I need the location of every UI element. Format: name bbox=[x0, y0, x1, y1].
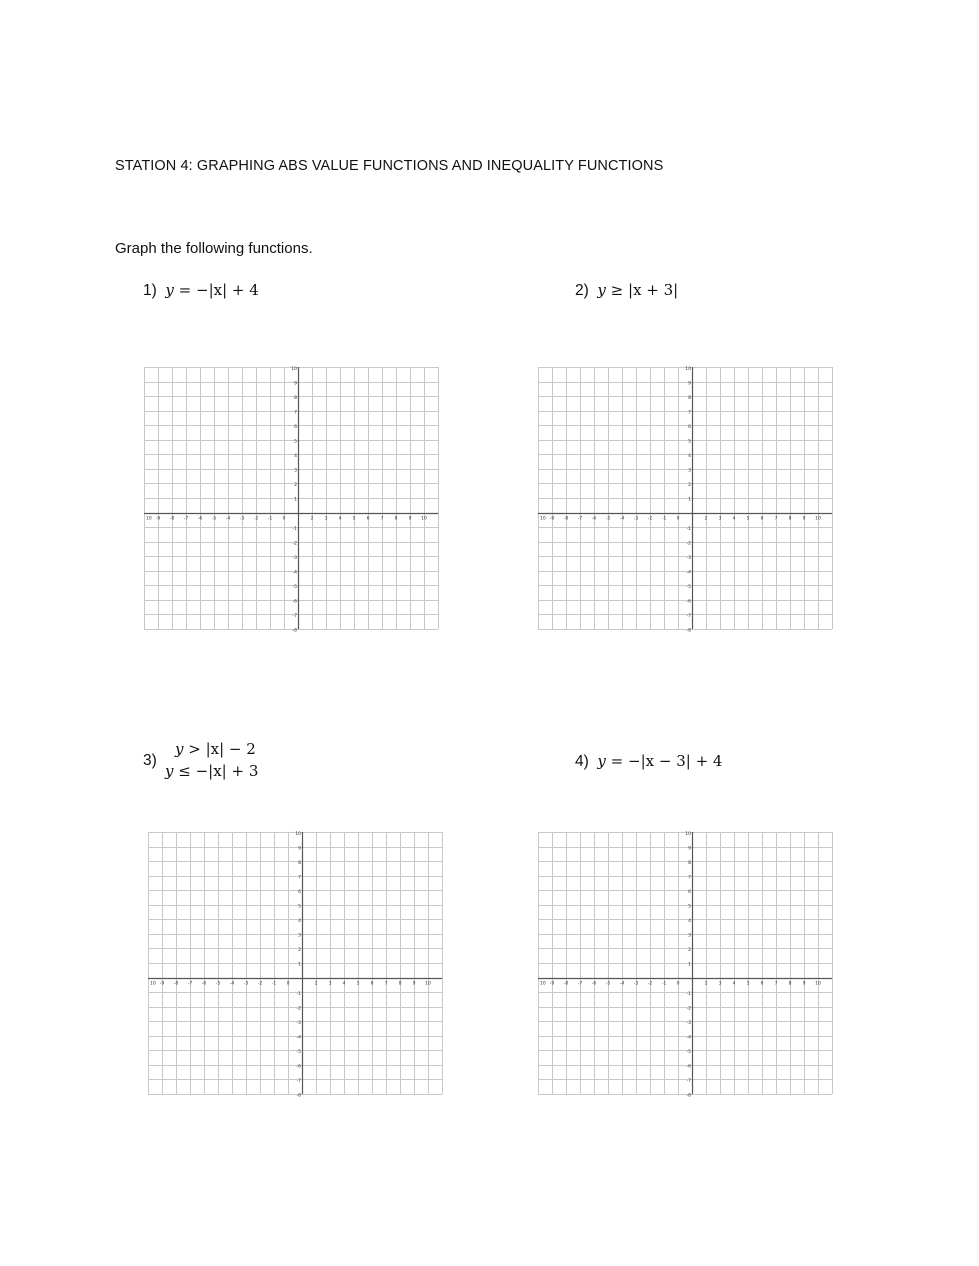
y-tick-label: 4 bbox=[298, 919, 301, 925]
y-tick-label: -8 bbox=[686, 1093, 691, 1099]
y-tick-label: 8 bbox=[298, 860, 301, 866]
y-tick-label: -4 bbox=[686, 1035, 691, 1041]
y-tick-label: -1 bbox=[686, 526, 691, 532]
x-tick-label: -6 bbox=[201, 981, 207, 987]
y-tick-label: -3 bbox=[296, 1020, 301, 1026]
y-tick-label: 3 bbox=[688, 468, 691, 474]
y-tick-label: 5 bbox=[688, 904, 691, 910]
x-tick-label: 7 bbox=[774, 516, 778, 522]
problem-4 bbox=[575, 752, 722, 771]
y-tick-label: 10 bbox=[295, 831, 301, 837]
y-tick-label: -1 bbox=[686, 991, 691, 997]
problem-1 bbox=[143, 281, 259, 300]
equation bbox=[597, 752, 722, 770]
x-tick-label: 6 bbox=[370, 981, 374, 987]
x-tick-label: 2 bbox=[310, 516, 314, 522]
x-tick-label: 3 bbox=[718, 516, 722, 522]
y-tick-label: -5 bbox=[296, 1050, 301, 1056]
y-tick-label: 9 bbox=[688, 846, 691, 852]
x-tick-label: 9 bbox=[412, 981, 416, 987]
y-tick-label: -8 bbox=[686, 628, 691, 634]
x-tick-label: -5 bbox=[215, 981, 221, 987]
x-tick-label: -5 bbox=[211, 516, 217, 522]
equation-lhs: y bbox=[597, 752, 606, 770]
equation-relation: = bbox=[605, 752, 629, 770]
y-tick-label: 2 bbox=[294, 483, 297, 489]
x-tick-label: -4 bbox=[619, 981, 625, 987]
equation-relation: ≤ bbox=[173, 762, 196, 780]
equation-rhs: −|x − 3| + 4 bbox=[628, 752, 723, 770]
x-tick-label: -2 bbox=[253, 516, 259, 522]
y-tick-label: 4 bbox=[294, 454, 297, 460]
x-tick-label: -3 bbox=[243, 981, 249, 987]
y-tick-label: 6 bbox=[294, 424, 297, 430]
y-tick-label: -2 bbox=[686, 541, 691, 547]
x-tick-label: -3 bbox=[633, 981, 639, 987]
y-tick-label: 5 bbox=[298, 904, 301, 910]
x-tick-label: -8 bbox=[173, 981, 179, 987]
x-tick-label: -8 bbox=[563, 516, 569, 522]
inequality bbox=[175, 740, 256, 758]
problem-3-number bbox=[143, 752, 157, 770]
x-tick-label: -3 bbox=[239, 516, 245, 522]
problem-number: 1) bbox=[143, 282, 157, 299]
y-tick-label: -2 bbox=[292, 541, 297, 547]
y-tick-label: 7 bbox=[298, 875, 301, 881]
x-tick-label: 6 bbox=[366, 516, 370, 522]
x-tick-label: 9 bbox=[408, 516, 412, 522]
x-tick-label: 8 bbox=[788, 516, 792, 522]
x-tick-label: 4 bbox=[342, 981, 346, 987]
y-tick-label: -7 bbox=[686, 614, 691, 620]
x-tick-label: 2 bbox=[704, 516, 708, 522]
x-tick-label: -3 bbox=[633, 516, 639, 522]
y-tick-label: 3 bbox=[688, 933, 691, 939]
x-tick-label: 0 bbox=[676, 516, 680, 522]
x-tick-label: 2 bbox=[704, 981, 708, 987]
y-tick-label: -4 bbox=[292, 570, 297, 576]
x-tick-label: 10 bbox=[815, 516, 821, 522]
x-tick-label: 10 bbox=[540, 981, 546, 987]
x-tick-label: 8 bbox=[398, 981, 402, 987]
x-tick-label: 0 bbox=[676, 981, 680, 987]
coordinate-grid-4[interactable] bbox=[538, 831, 832, 1099]
problem-number: 4) bbox=[575, 753, 589, 770]
x-tick-label: -8 bbox=[169, 516, 175, 522]
y-tick-label: 2 bbox=[298, 948, 301, 954]
equation-rhs: −|x| + 4 bbox=[196, 281, 259, 299]
equation bbox=[165, 281, 258, 299]
x-tick-label: 5 bbox=[746, 516, 750, 522]
x-tick-label: 3 bbox=[324, 516, 328, 522]
x-tick-label: -5 bbox=[605, 981, 611, 987]
x-tick-label: 5 bbox=[352, 516, 356, 522]
y-tick-label: 7 bbox=[688, 410, 691, 416]
y-tick-label: 6 bbox=[688, 889, 691, 895]
x-tick-label: -7 bbox=[577, 981, 583, 987]
equation-lhs: y bbox=[175, 740, 184, 758]
equation-relation: ≥ bbox=[605, 281, 629, 299]
y-tick-label: 4 bbox=[688, 454, 691, 460]
x-tick-label: 8 bbox=[394, 516, 398, 522]
x-tick-label: 3 bbox=[718, 981, 722, 987]
y-tick-label: -3 bbox=[686, 1020, 691, 1026]
x-tick-label: -4 bbox=[225, 516, 231, 522]
x-tick-label: 10 bbox=[150, 981, 156, 987]
y-tick-label: 10 bbox=[291, 366, 297, 372]
x-tick-label: -7 bbox=[187, 981, 193, 987]
y-tick-label: -4 bbox=[296, 1035, 301, 1041]
y-tick-label: -6 bbox=[686, 1064, 691, 1070]
y-tick-label: 3 bbox=[298, 933, 301, 939]
equation-rhs: −|x| + 3 bbox=[195, 762, 259, 780]
x-tick-label: -9 bbox=[155, 516, 161, 522]
equation-relation: > bbox=[183, 740, 206, 758]
x-tick-label: -7 bbox=[183, 516, 189, 522]
problem-number: 2) bbox=[575, 282, 589, 299]
x-tick-label: -1 bbox=[271, 981, 277, 987]
y-tick-label: 2 bbox=[688, 483, 691, 489]
y-tick-label: 1 bbox=[688, 962, 691, 968]
x-tick-label: -6 bbox=[197, 516, 203, 522]
y-tick-label: 2 bbox=[688, 948, 691, 954]
y-tick-label: 3 bbox=[294, 468, 297, 474]
y-tick-label: -7 bbox=[686, 1079, 691, 1085]
x-tick-label: -6 bbox=[591, 981, 597, 987]
y-tick-label: 4 bbox=[688, 919, 691, 925]
y-tick-label: 6 bbox=[688, 424, 691, 430]
y-tick-label: 7 bbox=[294, 410, 297, 416]
y-tick-label: -3 bbox=[292, 555, 297, 561]
x-tick-label: 3 bbox=[328, 981, 332, 987]
y-tick-label: -7 bbox=[292, 614, 297, 620]
x-tick-label: -4 bbox=[229, 981, 235, 987]
y-tick-label: 9 bbox=[298, 846, 301, 852]
x-tick-label: 10 bbox=[421, 516, 427, 522]
y-tick-label: 10 bbox=[685, 831, 691, 837]
x-tick-label: -6 bbox=[591, 516, 597, 522]
problem-3-line-1 bbox=[175, 740, 256, 759]
y-tick-label: -8 bbox=[296, 1093, 301, 1099]
x-tick-label: 8 bbox=[788, 981, 792, 987]
x-tick-label: -7 bbox=[577, 516, 583, 522]
x-tick-label: -1 bbox=[661, 981, 667, 987]
problem-number: 3) bbox=[143, 752, 157, 769]
problem-3-line-2 bbox=[165, 762, 258, 781]
y-tick-label: 7 bbox=[688, 875, 691, 881]
y-tick-label: 1 bbox=[688, 497, 691, 503]
x-tick-label: 7 bbox=[384, 981, 388, 987]
instructions: Graph the following functions. bbox=[115, 240, 313, 257]
x-tick-label: -1 bbox=[267, 516, 273, 522]
y-tick-label: -5 bbox=[686, 1050, 691, 1056]
y-tick-label: 1 bbox=[298, 962, 301, 968]
inequality bbox=[597, 281, 678, 299]
coordinate-grid-1[interactable] bbox=[144, 366, 438, 634]
x-tick-label: 10 bbox=[815, 981, 821, 987]
y-tick-label: -4 bbox=[686, 570, 691, 576]
y-tick-label: 8 bbox=[688, 395, 691, 401]
page-title: STATION 4: GRAPHING ABS VALUE FUNCTIONS AND INEQUALITY FUNCTIONS bbox=[115, 158, 664, 174]
x-tick-label: -2 bbox=[647, 981, 653, 987]
x-tick-label: 10 bbox=[425, 981, 431, 987]
y-tick-label: 8 bbox=[688, 860, 691, 866]
y-tick-label: -6 bbox=[292, 599, 297, 605]
y-tick-label: 10 bbox=[685, 366, 691, 372]
y-tick-label: -5 bbox=[292, 585, 297, 591]
y-tick-label: 5 bbox=[688, 439, 691, 445]
y-tick-label: -8 bbox=[292, 628, 297, 634]
equation-relation: = bbox=[173, 281, 197, 299]
x-tick-label: 10 bbox=[540, 516, 546, 522]
x-tick-label: -5 bbox=[605, 516, 611, 522]
x-tick-label: 4 bbox=[732, 981, 736, 987]
inequality bbox=[165, 762, 258, 780]
x-tick-label: -8 bbox=[563, 981, 569, 987]
x-tick-label: 7 bbox=[380, 516, 384, 522]
y-tick-label: -5 bbox=[686, 585, 691, 591]
x-tick-label: 5 bbox=[356, 981, 360, 987]
y-tick-label: -2 bbox=[686, 1006, 691, 1012]
x-tick-label: 2 bbox=[314, 981, 318, 987]
y-tick-label: -3 bbox=[686, 555, 691, 561]
x-tick-label: -2 bbox=[257, 981, 263, 987]
equation-lhs: y bbox=[165, 762, 174, 780]
x-tick-label: 0 bbox=[282, 516, 286, 522]
x-tick-label: 9 bbox=[802, 981, 806, 987]
y-tick-label: 8 bbox=[294, 395, 297, 401]
x-tick-label: 9 bbox=[802, 516, 806, 522]
y-tick-label: 5 bbox=[294, 439, 297, 445]
y-tick-label: -1 bbox=[296, 991, 301, 997]
equation-lhs: y bbox=[597, 281, 606, 299]
coordinate-grid-2[interactable] bbox=[538, 366, 832, 634]
y-tick-label: 6 bbox=[298, 889, 301, 895]
x-tick-label: -1 bbox=[661, 516, 667, 522]
x-tick-label: -4 bbox=[619, 516, 625, 522]
x-tick-label: 6 bbox=[760, 516, 764, 522]
x-tick-label: 0 bbox=[286, 981, 290, 987]
y-tick-label: 1 bbox=[294, 497, 297, 503]
problem-2 bbox=[575, 281, 678, 300]
x-tick-label: -2 bbox=[647, 516, 653, 522]
equation-lhs: y bbox=[165, 281, 174, 299]
x-tick-label: -9 bbox=[549, 516, 555, 522]
y-tick-label: -6 bbox=[296, 1064, 301, 1070]
equation-rhs: |x + 3| bbox=[628, 281, 679, 299]
x-tick-label: 10 bbox=[146, 516, 152, 522]
x-tick-label: -9 bbox=[549, 981, 555, 987]
x-tick-label: 7 bbox=[774, 981, 778, 987]
y-tick-label: -2 bbox=[296, 1006, 301, 1012]
coordinate-grid-3[interactable] bbox=[148, 831, 442, 1099]
y-tick-label: -1 bbox=[292, 526, 297, 532]
y-tick-label: -6 bbox=[686, 599, 691, 605]
x-tick-label: 5 bbox=[746, 981, 750, 987]
y-tick-label: -7 bbox=[296, 1079, 301, 1085]
y-tick-label: 9 bbox=[294, 381, 297, 387]
x-tick-label: 6 bbox=[760, 981, 764, 987]
y-tick-label: 9 bbox=[688, 381, 691, 387]
x-tick-label: 4 bbox=[338, 516, 342, 522]
x-tick-label: 4 bbox=[732, 516, 736, 522]
x-tick-label: -9 bbox=[159, 981, 165, 987]
equation-rhs: |x| − 2 bbox=[205, 740, 256, 758]
